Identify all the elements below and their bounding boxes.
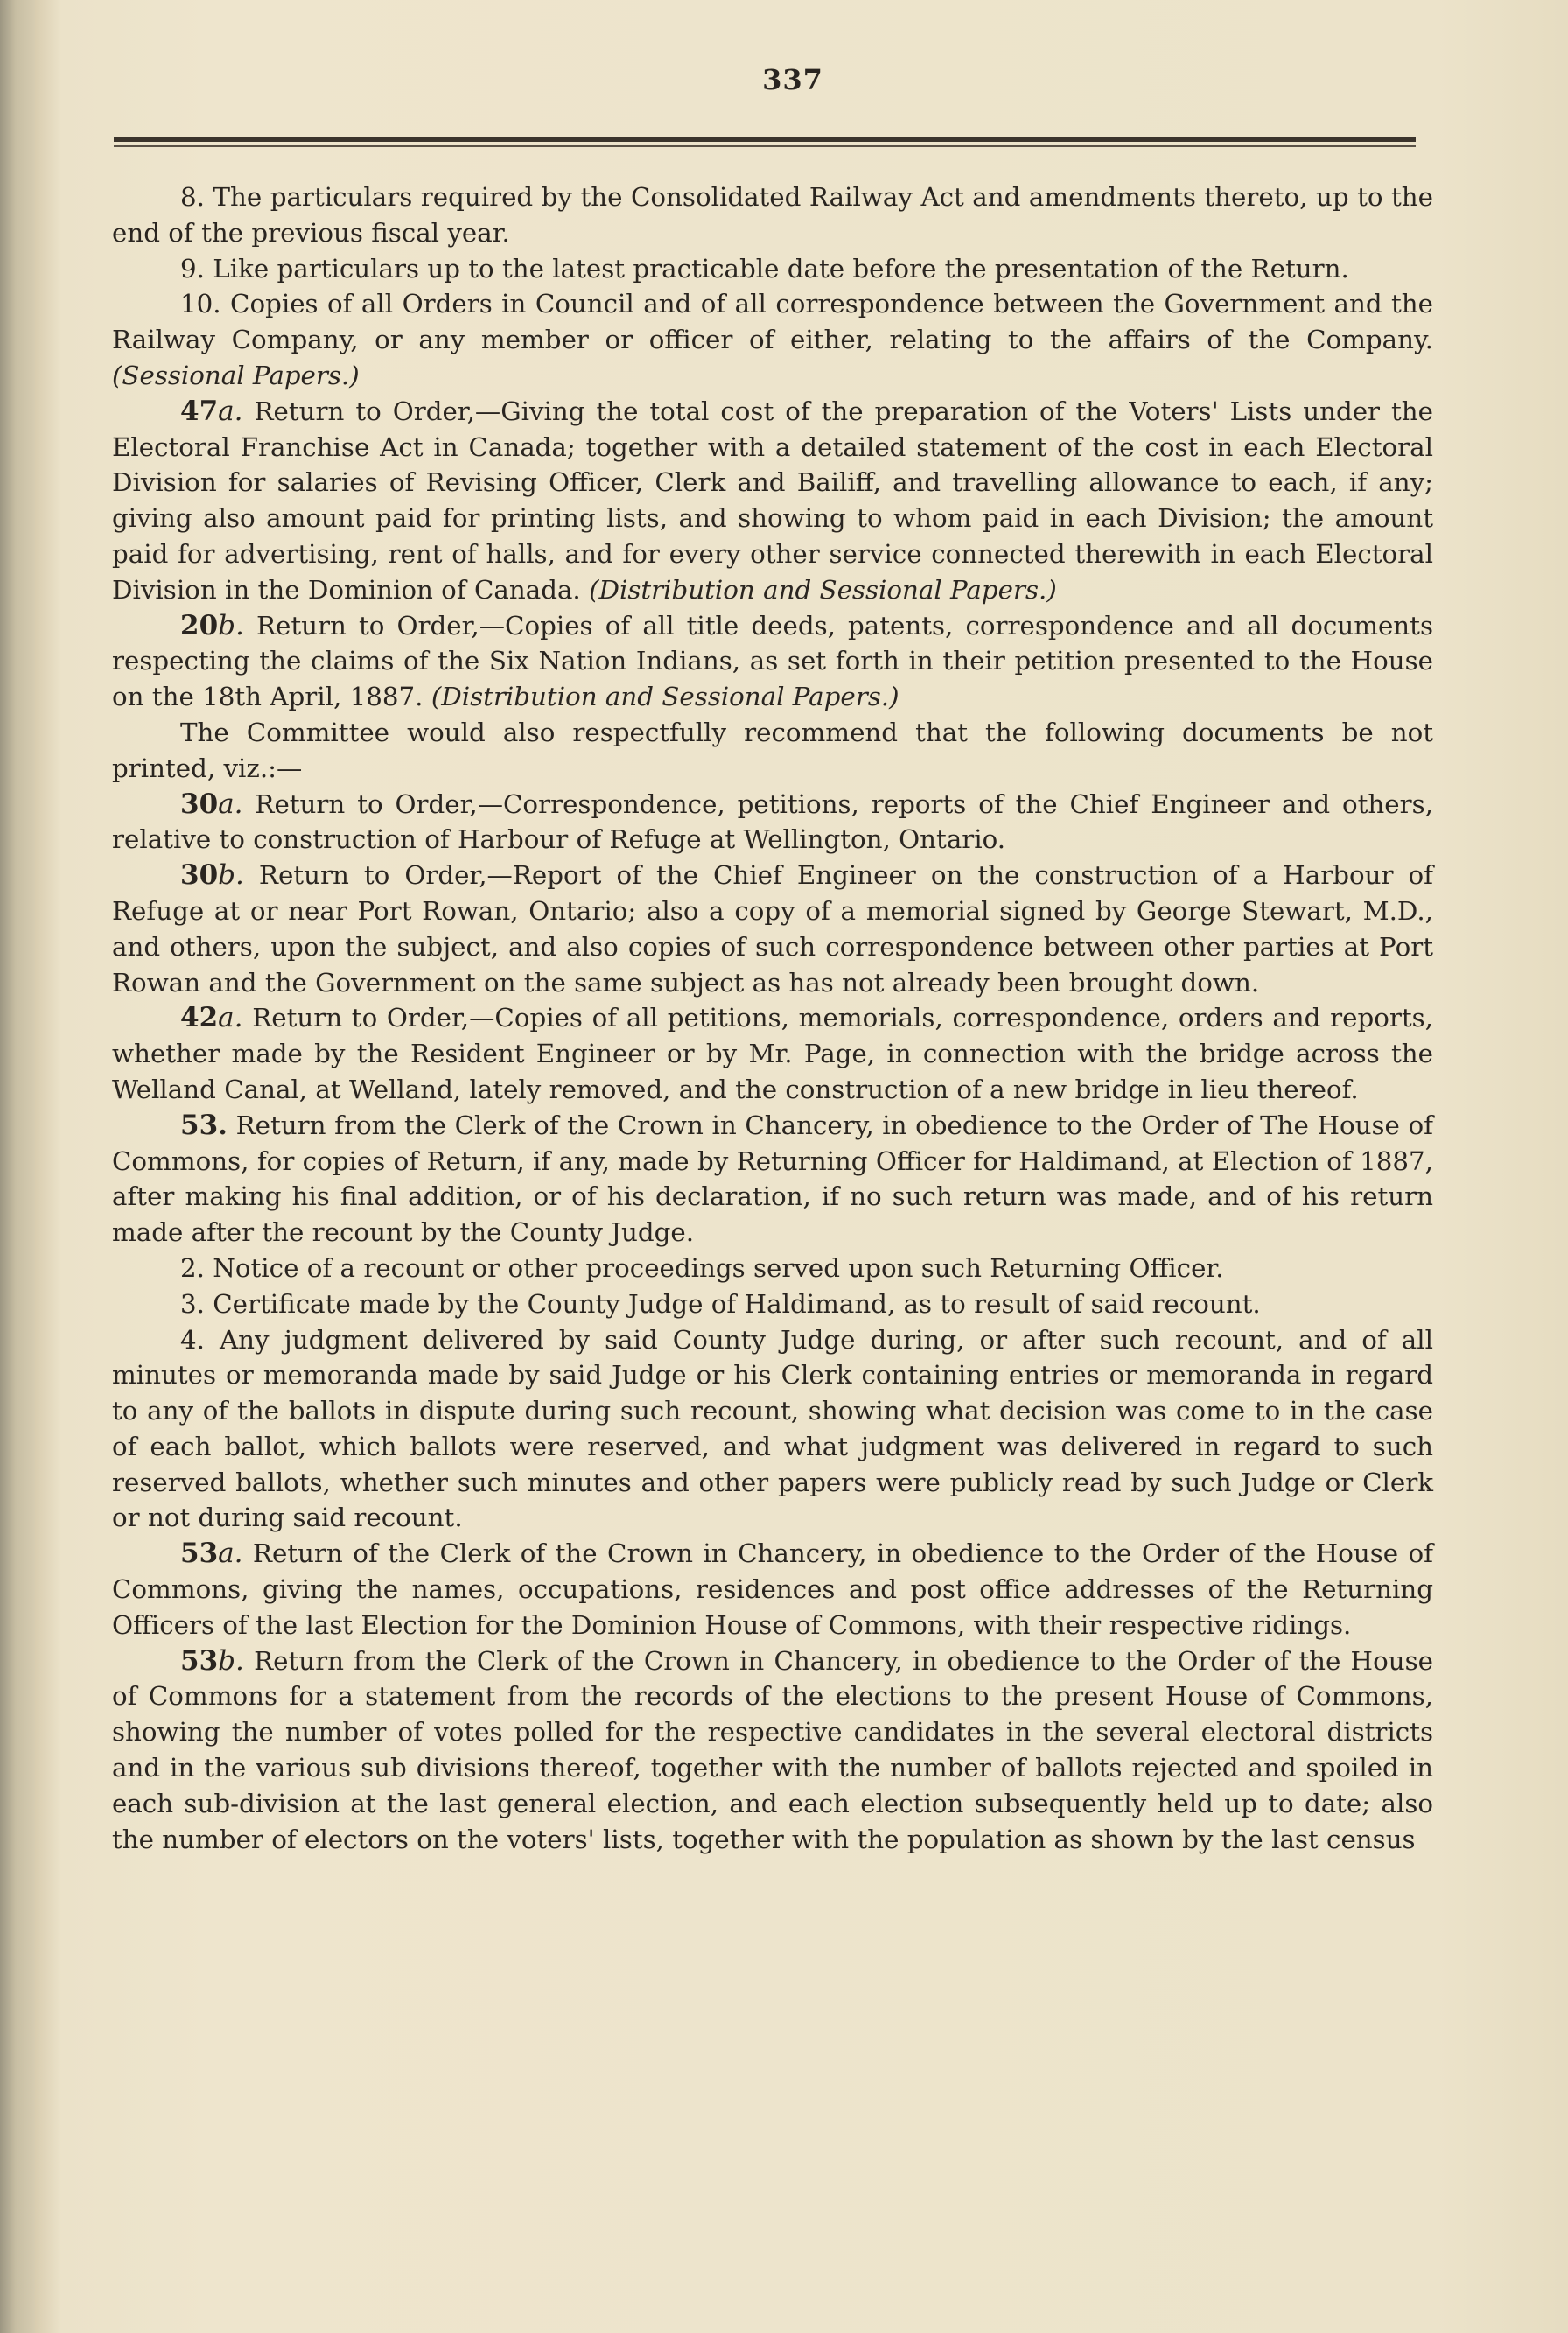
return-number: 47a.	[180, 395, 243, 427]
return-number: 53b.	[180, 1644, 244, 1677]
return-number: 20b.	[180, 609, 244, 641]
paragraph	[112, 1536, 1433, 1643]
paragraph	[112, 286, 1433, 393]
paragraph-text: The Committee would also respectfully recommend that the following documents be not printed, viz.:—	[112, 717, 1433, 783]
paragraph	[112, 394, 1433, 608]
paragraph-text: 8. The particulars required by the Consolidated Railway Act and amendments thereto, up to the end of the previous fiscal year.	[112, 182, 1433, 248]
paragraph-text: Return to Order,—Correspondence, petitions, reports of the Chief Engineer and others, relative to construction of Harbour of Refuge at Wellington, Ontario.	[112, 788, 1433, 855]
paper-reference: (Distribution and Sessional Papers.)	[589, 574, 1057, 605]
header-rule	[114, 137, 1416, 142]
paragraph-text: Return from the Clerk of the Crown in Chancery, in obedience to the Order of The House of Commons, for copies of Return, if any, made by Returning Officer for Haldimand, at Election of 1887, after making his final addition, or of his declaration, if no such return was made, and of his return made after the recount by the County Judge.	[112, 1110, 1433, 1248]
paragraph-text: Return to Order,—Copies of all title deeds, patents, correspondence and all documents respecting the claims of the Six Nation Indians, as set forth in their petition presented to the House on the 18th April, 1887.	[112, 610, 1433, 712]
paragraph-text: Return from the Clerk of the Crown in Chancery, in obedience to the Order of the House of Commons for a statement from the records of the elections to the present House of Commons, showing the number of votes polled for the respective candidates in the several electoral districts and in the various sub divisions thereof, together with the number of ballots rejected and spoiled in each sub-division at the last general election, and each election subsequently held up to date; also the number of electors on the voters' lists, together with the population as shown by the last census	[112, 1645, 1433, 1854]
paragraph	[112, 179, 1433, 251]
document-body	[112, 179, 1433, 1857]
paragraph-text: Return to Order,—Report of the Chief Engineer on the construction of a Harbour of Refuge at or near Port Rowan, Ontario; also a copy of a memorial signed by George Stewart, M.D., and others, upon the subject, and also copies of such correspondence between other parties at Port Rowan and the Government on the same subject as has not already been brought down.	[112, 860, 1433, 998]
paragraph-text: Return to Order,—Copies of all petitions, memorials, correspondence, orders and reports, whether made by the Resident Engineer or by Mr. Page, in connection with the bridge across the Welland Canal, at Welland, lately removed, and the construction of a new bridge in lieu thereof.	[112, 1003, 1433, 1104]
paragraph	[112, 1251, 1433, 1286]
paragraph-text: 9. Like particulars up to the latest practicable date before the presentation of the Return.	[180, 253, 1349, 284]
paragraph-text: 3. Certificate made by the County Judge of Haldimand, as to result of said recount.	[180, 1288, 1261, 1319]
return-number: 42a.	[180, 1002, 243, 1034]
paragraph-text: 10. Copies of all Orders in Council and of all correspondence between the Government and the Railway Company, or any member or officer of either, relating to the affairs of the Company.	[112, 289, 1433, 355]
paragraph	[112, 251, 1433, 287]
paragraph	[112, 1322, 1433, 1537]
page-binding-shadow	[0, 0, 35, 2333]
paragraph	[112, 1108, 1433, 1251]
paragraph	[112, 1286, 1433, 1322]
paragraph-text: 4. Any judgment delivered by said County Judge during, or after such recount, and of all minutes or memoranda made by said Judge or his Clerk containing entries or memoranda in regard to any of the ballots in dispute during such recount, showing what decision was come to in the case of each ballot, which ballots were reserved, and what judgment was delivered in regard to such reserved ballots, whether such minutes and other papers were publicly read by such Judge or Clerk or not during said recount.	[112, 1324, 1433, 1533]
header-rule-thin	[114, 145, 1416, 147]
return-number: 30b.	[180, 859, 244, 892]
paragraph	[112, 608, 1433, 715]
paper-reference: (Sessional Papers.)	[112, 360, 360, 390]
paragraph-text: 2. Notice of a recount or other proceedings served upon such Returning Officer.	[180, 1252, 1224, 1283]
return-number: 53a.	[180, 1538, 243, 1570]
paragraph	[112, 1643, 1433, 1858]
page-number: 337	[762, 63, 823, 96]
paragraph	[112, 1000, 1433, 1107]
paragraph	[112, 787, 1433, 858]
paper-reference: (Distribution and Sessional Papers.)	[430, 682, 900, 712]
return-number: 53.	[180, 1109, 228, 1141]
paragraph	[112, 715, 1433, 787]
paragraph-text: Return of the Clerk of the Crown in Chancery, in obedience to the Order of the House of Commons, giving the names, occupations, residences and post office addresses of the Returning Officers of the last Election for the Dominion House of Commons, with their respective ridings.	[112, 1538, 1433, 1640]
paragraph-text: Return to Order,—Giving the total cost of the preparation of the Voters' Lists under the Electoral Franchise Act in Canada; together with a detailed statement of the cost in each Electoral Division for salaries of Revising Officer, Clerk and Bailiff, and travelling allowance to each, if any; giving also amount paid for printing lists, and showing to whom paid in each Division; the amount paid for advertising, rent of halls, and for every other service connected therewith in each Electoral Division in the Dominion of Canada.	[112, 396, 1433, 605]
return-number: 30a.	[180, 788, 243, 820]
paragraph	[112, 858, 1433, 1000]
